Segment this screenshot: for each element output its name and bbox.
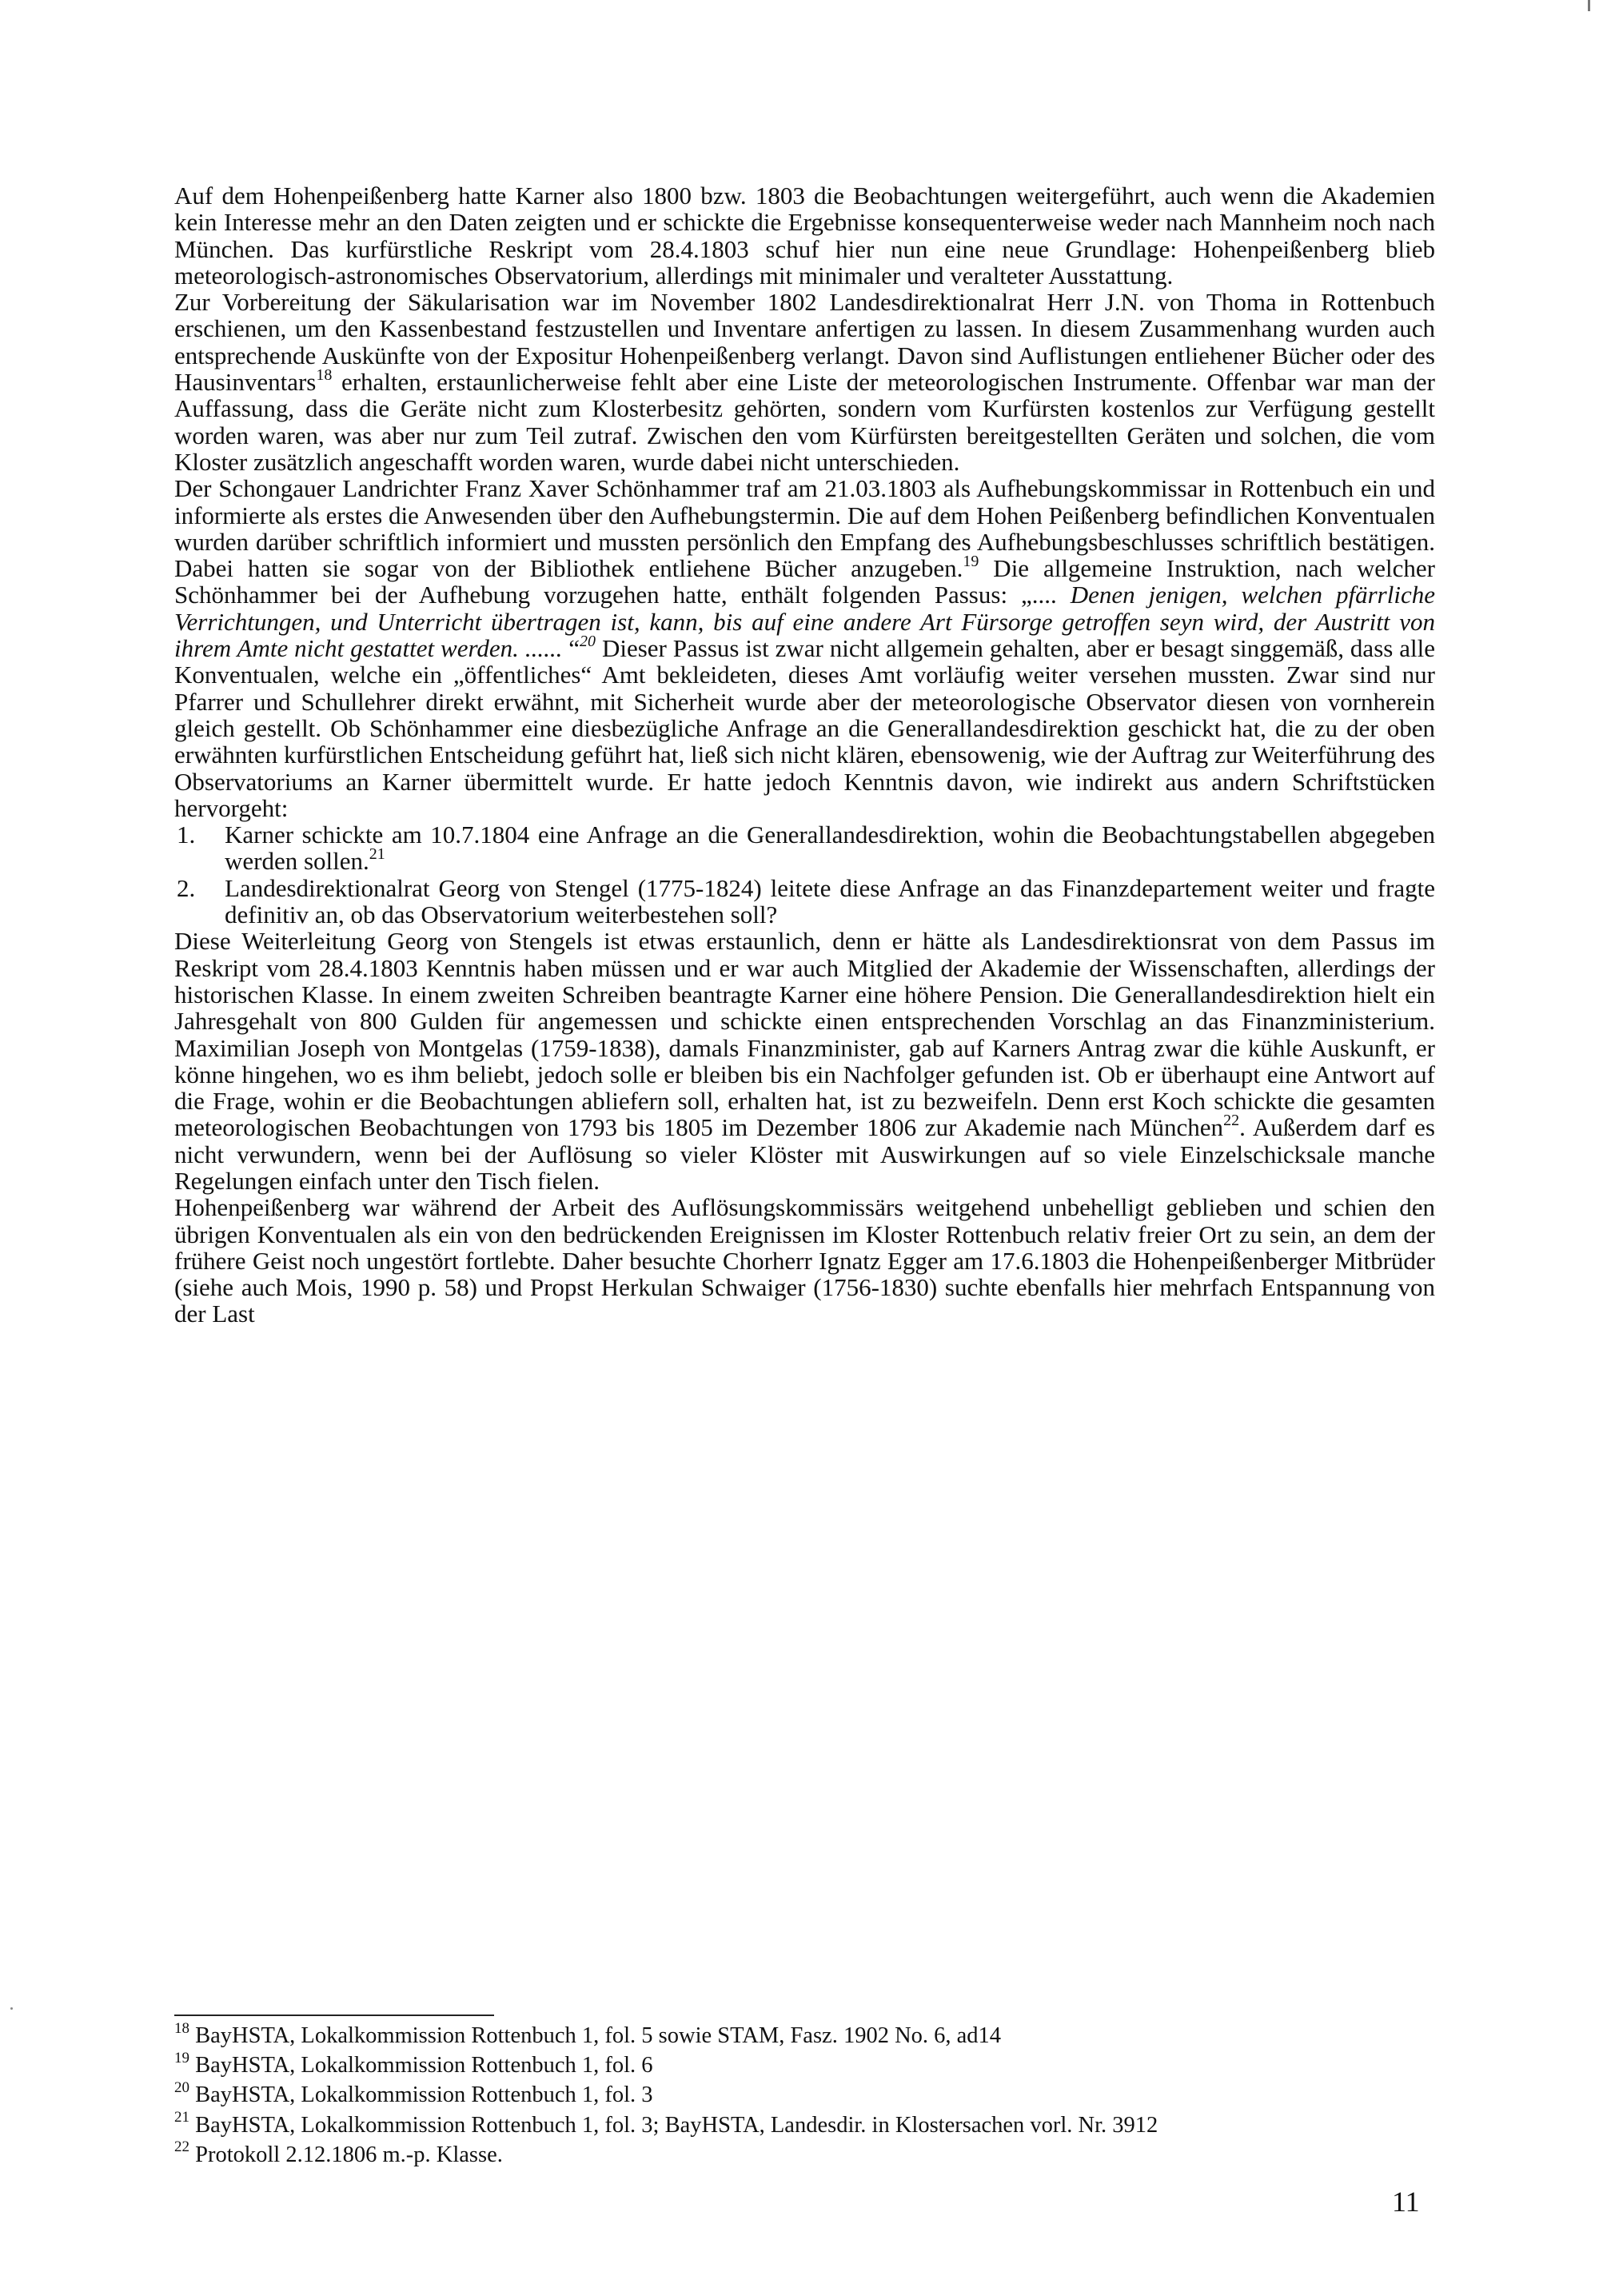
text-run: Hohenpeißenberg war während der Arbeit des Auflösungskommissärs weitgehend unbehelligt geblieben und schien den übrigen Konventualen als ein von den bedrückenden Ereignissen im Kloster Rottenbuch relativ freier Ort zu sein, an dem der frühere Geist noch ungestört fortlebte. Daher besuchte Chorherr Ignatz Egger am 17.6.1803 die Hohenpeißenberger Mitbrüder (siehe auch Mois, 1990 p. 58) und Propst Herkulan Schwaiger (1756-1830) suchte ebenfalls hier mehrfach Entspannung von der Last bbox=[174, 1193, 1435, 1328]
footnote-separator bbox=[174, 2014, 494, 2016]
list-item bbox=[174, 821, 1435, 875]
text-run: Der Schongauer Landrichter Franz Xaver Schönhammer traf am 21.03.1803 als Aufhebungskommissar in Rottenbuch ein und informierte als erstes die Anwesenden über den Aufhebungstermin. Die auf dem Hohen Peißenberg befindlichen Konventualen wurden darüber schriftlich informiert und mussten persönlich den Empfang des Aufhebungsbeschlusses schriftlich bestätigen. Dabei hatten sie sogar von der Bibliothek entliehene Bücher anzugeben. bbox=[174, 474, 1435, 583]
footnote-ref: 21 bbox=[369, 845, 385, 864]
footnote-text: BayHSTA, Lokalkommission Rottenbuch 1, fol. 3 bbox=[189, 2082, 653, 2108]
paragraph bbox=[174, 928, 1435, 1194]
text-run: Auf dem Hohenpeißenberg hatte Karner also 1800 bzw. 1803 die Beobachtungen weitergeführt, auch wenn die Akademien kein Interesse mehr an den Daten zeigten und er schickte die Ergebnisse konsequenterweise weder nach Mannheim noch nach München. Das kurfürstliche Reskript vom 28.4.1803 schuf hier nun eine neue Grundlage: Hohenpeißenberg blieb meteorologisch-astronomisches Observatorium, allerdings mit minimaler und veralteter Ausstattung. bbox=[174, 182, 1435, 289]
paragraphs-after-list bbox=[174, 928, 1435, 1327]
list-number: 1. bbox=[177, 821, 196, 849]
footnote-number: 19 bbox=[174, 2049, 189, 2066]
list-text: Karner schickte am 10.7.1804 eine Anfrage an die Generallandesdirektion, wohin die Beobachtungstabellen abgegeben werden sollen. bbox=[225, 821, 1435, 876]
footnote bbox=[174, 2110, 1435, 2140]
text-run: Dieser Passus ist zwar nicht allgemein gehalten, aber er besagt singgemäß, dass alle Konventualen, welche ein „öffentliches“ Amt bekleideten, dieses Amt vorläufig weiter versehen mussten. Zwar sind nur Pfarrer und Schullehrer direkt erwähnt, mit Sicherheit wurde aber der meteorologische Observator diesen von vornherein gleich gestellt. Ob Schönhammer eine diesbezügliche Anfrage an die Generallandesdirektion geschickt hat, die zu der oben erwähnten kurfürstlichen Entscheidung geführt hat, ließ sich nicht klären, ebensowenig, wie der Auftrag zur Weiterführung des Observatoriums an Karner übermittelt wurde. Er hatte jedoch Kenntnis davon, wie indirekt aus andern Schriftstücken hervorgeht: bbox=[174, 634, 1435, 822]
paragraph bbox=[174, 475, 1435, 821]
paragraph bbox=[174, 1194, 1435, 1327]
list-number: 2. bbox=[177, 873, 196, 902]
footnotes bbox=[174, 2021, 1435, 2170]
footnote-text: BayHSTA, Lokalkommission Rottenbuch 1, fol. 5 sowie STAM, Fasz. 1902 No. 6, ad14 bbox=[189, 2023, 1002, 2048]
paragraphs-before-list bbox=[174, 182, 1435, 821]
text-run: “ bbox=[562, 634, 580, 663]
footnote-text: BayHSTA, Lokalkommission Rottenbuch 1, fol. 6 bbox=[189, 2053, 653, 2078]
text-run: Die allgemeine Instruktion, nach welcher Schönhammer bei der Aufhebung vorzugehen hatte, enthält folgenden Passus: „.... bbox=[174, 554, 1435, 609]
paragraph bbox=[174, 182, 1435, 289]
italic-quote: Denen jenigen, welchen pfärrliche Verrichtungen, und Unterricht übertragen ist, kann, bis auf eine andere Art Fürsorge getroffen seyn wird, der Austritt von ihrem Amte nicht gestattet werden. ...... bbox=[174, 581, 1435, 663]
text-run: Diese Weiterleitung Georg von Stengels ist etwas erstaunlich, denn er hätte als Landesdirektionsrat von dem Passus im Reskript vom 28.4.1803 Kenntnis haben müssen und er war auch Mitglied der Akademie der Wissenschaften, allerdings der historischen Klasse. In einem zweiten Schreiben beantragte Karner eine höhere Pension. Die Generallandesdirektion hielt ein Jahresgehalt von 800 Gulden für angemessen und schickte einen entsprechenden Vorschlag an das Finanzministerium. Maximilian Joseph von Montgelas (1759-1838), damals Finanzminister, gab auf Karners Antrag zwar die kühle Auskunft, er könne hingehen, wo es ihm beliebt, jedoch solle er bleiben bis ein Nachfolger gefunden ist. Ob er überhaupt eine Antwort auf die Frage, wohin er die Beobachtungen abliefern soll, erhalten hat, ist zu bezweifeln. Denn erst Koch schickte die gesamten meteorologischen Beobachtungen von 1793 bis 1805 im Dezember 1806 zur Akademie nach München bbox=[174, 927, 1435, 1142]
paragraph bbox=[174, 289, 1435, 475]
footnote-text: Protokoll 2.12.1806 m.-p. Klasse. bbox=[189, 2142, 503, 2167]
page-number: 11 bbox=[1392, 2186, 1420, 2218]
footnote-ref: 18 bbox=[316, 365, 333, 384]
list-text: Landesdirektionalrat Georg von Stengel (1775-1824) leitete diese Anfrage an das Finanzdepartement weiter und fragte definitiv an, ob das Observatorium weiterbestehen soll? bbox=[225, 873, 1435, 929]
footnote bbox=[174, 2021, 1435, 2050]
footnote-ref: 22 bbox=[1223, 1112, 1240, 1130]
footnote-number: 22 bbox=[174, 2138, 189, 2156]
scan-speck bbox=[10, 2007, 13, 2010]
text-run: . Außerdem darf es nicht verwundern, wenn bei der Auflösung so vieler Klöster mit Auswirkungen auf so viele Einzelschicksale manche Regelungen einfach unter den Tisch fielen. bbox=[174, 1113, 1435, 1195]
text-run: erhalten, erstaunlicherweise fehlt aber eine Liste der meteorologischen Instrumente. Offenbar war man der Auffassung, dass die Geräte nicht zum Klosterbesitz gehörten, sondern vom Kurfürsten kostenlos zur Verfügung gestellt worden waren, was aber nur zum Teil zutraf. Zwischen den vom Kürfürsten bereitgestellten Geräten und solchen, die vom Kloster zusätzlich angeschafft worden waren, wurde dabei nicht unterschieden. bbox=[174, 368, 1435, 476]
footnote-ref: 20 bbox=[580, 632, 596, 650]
footnote-text: BayHSTA, Lokalkommission Rottenbuch 1, fol. 3; BayHSTA, Landesdir. in Klostersachen vorl. Nr. 3912 bbox=[189, 2112, 1158, 2138]
footnote-ref: 19 bbox=[963, 552, 979, 570]
numbered-list bbox=[174, 821, 1435, 928]
footnote bbox=[174, 2080, 1435, 2110]
footnote bbox=[174, 2050, 1435, 2080]
footnote-number: 18 bbox=[174, 2019, 189, 2037]
scan-edge-mark bbox=[1588, 0, 1590, 11]
footnote-number: 21 bbox=[174, 2109, 189, 2126]
list-item bbox=[174, 875, 1435, 928]
text-run: Zur Vorbereitung der Säkularisation war im November 1802 Landesdirektionalrat Herr J.N. von Thoma in Rottenbuch erschienen, um den Kassenbestand festzustellen und Inventare anfertigen zu lassen. In diesem Zusammenhang wurden auch entsprechende Auskünfte von der Expositur Hohenpeißenberg verlangt. Davon sind Auflistungen entliehener Bücher oder des Hausinventars bbox=[174, 288, 1435, 397]
footnote bbox=[174, 2140, 1435, 2170]
footnote-number: 20 bbox=[174, 2078, 189, 2096]
main-text bbox=[174, 182, 1435, 1328]
